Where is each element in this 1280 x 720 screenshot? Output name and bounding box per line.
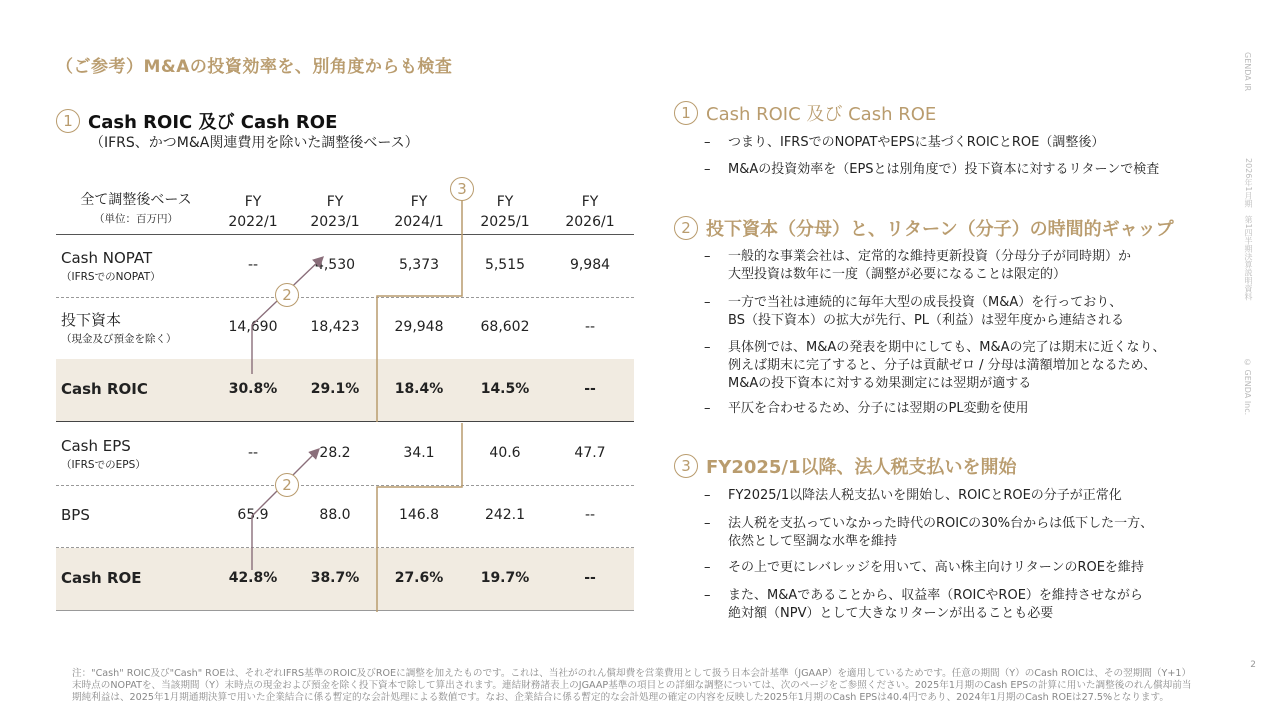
table-cell: 5,373	[398, 257, 440, 273]
table-cell: 68,602	[480, 319, 530, 335]
table-cell: 27.6%	[394, 570, 444, 586]
table-cell: --	[584, 570, 596, 586]
table-row	[56, 423, 634, 486]
number-two-icon: 2	[674, 216, 698, 240]
page-number: 2	[1250, 660, 1256, 670]
row-label	[61, 250, 161, 285]
number-one-icon: 1	[674, 101, 698, 125]
bullet-dash: –	[704, 340, 711, 355]
row-label: BPS	[61, 506, 90, 524]
table-cell: 242.1	[484, 507, 526, 523]
bullet-dash: –	[704, 560, 711, 575]
number-one-icon: 1	[56, 109, 80, 133]
year-header	[555, 192, 625, 232]
fy-year: 2024/1	[394, 214, 444, 230]
row-sublabel: （IFRSでのNOPAT）	[61, 271, 161, 283]
table-cell: 34.1	[403, 445, 435, 461]
footnote: 注："Cash" ROIC及び"Cash" ROEは、それぞれIFRS基準のROIC及びROEに調整を加えたものです。これは、当社がのれん償却費を営業費用として扱う日本会計基準（JGAAP）を適用しているためです。任意の期間（Y）のCash ROICは、その翌期間（Y+1）末時点のNOPATを、当該期間（Y）末時点の現金および預金を除く投下資本で除して算出されます。連結財務諸表上のJGAAP基準の項目との詳細な調整については、次のページをご参照ください。2025年1月期のCash EPSの計算に用いた調整後のれん償却前当期純利益は、2025年1月期通期決算で用いた企業結合に係る暫定的な会計処理による数値です。なお、企業結合に係る暫定的な会計処理の確定の内容を反映した2025年1月期のCash EPSは40.4円であり、2024年1月期のCash ROEは27.5%となります。	[72, 668, 1192, 703]
bullet-dash: –	[704, 401, 711, 416]
table-cell: --	[584, 319, 596, 335]
fy-label: FY	[581, 194, 599, 210]
bullet-dash: –	[704, 249, 711, 264]
bullet-item	[704, 339, 1174, 393]
bullet-text: 具体例では、M&Aの発表を期中にしても、M&Aの完了は期末に近くなり、 例えば期末に完了すると、分子は貢献ゼロ / 分母は満額増加となるため、 M&Aの投下資本に対する効果測定には翌期が適する	[728, 340, 1166, 391]
marker-two-icon: 2	[275, 473, 299, 497]
bullet-text: M&Aの投資効率を（EPSとは別角度で）投下資本に対するリターンで検査	[728, 162, 1160, 177]
table-cell: --	[584, 381, 596, 397]
year-header	[300, 192, 370, 232]
bullet-text: つまり、IFRSでのNOPATやEPSに基づくROICとROE（調整後）	[728, 135, 1105, 150]
marker-two-icon: 2	[275, 283, 299, 307]
table-cell: 4,530	[314, 257, 356, 273]
bullet-text: 平仄を合わせるため、分子には翌期のPL変動を使用	[728, 401, 1029, 416]
table-cell: 5,515	[484, 257, 526, 273]
fy-label: FY	[496, 194, 514, 210]
table-cell: 29.1%	[310, 381, 360, 397]
bullet-dash: –	[704, 588, 711, 603]
table-cell: 30.8%	[228, 381, 278, 397]
row-label-text: 投下資本	[61, 311, 122, 329]
header-label	[56, 192, 216, 227]
bullet-dash: –	[704, 135, 711, 150]
right-section-3	[674, 453, 1017, 479]
right-section-2	[674, 215, 1174, 241]
table-row-roe	[56, 548, 634, 611]
row-label-text: Cash EPS	[61, 437, 131, 455]
table-cell: 42.8%	[228, 570, 278, 586]
bullet-dash: –	[704, 488, 711, 503]
fy-year: 2025/1	[480, 214, 530, 230]
bullet-text: FY2025/1以降法人税支払いを開始し、ROICとROEの分子が正常化	[728, 488, 1122, 503]
fy-year: 2026/1	[565, 214, 615, 230]
bullet-item	[704, 559, 1174, 577]
bullet-item	[704, 161, 1174, 179]
table-row	[56, 485, 634, 548]
table-header	[56, 180, 634, 235]
table-cell: 65.9	[237, 507, 269, 523]
bullet-dash: –	[704, 162, 711, 177]
row-label	[61, 438, 146, 473]
table-row-roic	[56, 359, 634, 422]
section-2-title: 投下資本（分母）と、リターン（分子）の時間的ギャップ	[706, 219, 1174, 240]
table-cell: 47.7	[574, 445, 606, 461]
table-cell: 88.0	[319, 507, 351, 523]
row-sublabel: （IFRSでのEPS）	[61, 459, 146, 471]
bullet-item	[704, 248, 1174, 284]
section-1-title: Cash ROIC 及び Cash ROE	[706, 104, 937, 125]
table-subtitle: （IFRS、かつM&A関連費用を除いた調整後ベース）	[90, 135, 419, 151]
table-cell: 14,690	[228, 319, 278, 335]
bullet-item	[704, 134, 1174, 152]
row-label-text: Cash NOPAT	[61, 249, 153, 267]
bullet-item	[704, 515, 1174, 551]
marker-three-icon: 3	[450, 177, 474, 201]
bullet-text: 一般的な事業会社は、定常的な維持更新投資（分母分子が同時期）か 大型投資は数年に一度（調整が必要になることは限定的）	[728, 249, 1132, 282]
header-unit: （単位：百万円）	[94, 213, 178, 225]
fy-label: FY	[244, 194, 262, 210]
roic-roe-table	[56, 180, 634, 612]
side-brand: GENDA IR	[1243, 52, 1252, 92]
table-cell: 18,423	[310, 319, 360, 335]
table-cell: 9,984	[569, 257, 611, 273]
table-cell: 18.4%	[394, 381, 444, 397]
table-cell: --	[247, 445, 259, 461]
section-3-title: FY2025/1以降、法人税支払いを開始	[706, 457, 1017, 478]
row-label	[61, 312, 177, 347]
bullet-text: 法人税を支払っていなかった時代のROICの30%台からは低下した一方、 依然として堅調な水準を維持	[728, 516, 1154, 549]
bullet-text: その上で更にレバレッジを用いて、高い株主向けリターンのROEを維持	[728, 560, 1144, 575]
table-cell: --	[247, 257, 259, 273]
table-title: Cash ROIC 及び Cash ROE	[88, 112, 338, 133]
table-section-title	[56, 108, 337, 134]
table-cell: --	[584, 507, 596, 523]
bullet-item	[704, 487, 1174, 505]
bullet-item	[704, 400, 1174, 418]
fy-year: 2023/1	[310, 214, 360, 230]
table-row	[56, 235, 634, 298]
table-cell: 14.5%	[480, 381, 530, 397]
row-label: Cash ROE	[61, 569, 142, 587]
fy-year: 2022/1	[228, 214, 278, 230]
table-row	[56, 297, 634, 360]
side-copyright: © GENDA Inc.	[1243, 358, 1252, 416]
bullet-dash: –	[704, 295, 711, 310]
table-cell: 29,948	[394, 319, 444, 335]
table-cell: 40.6	[489, 445, 521, 461]
table-cell: 19.7%	[480, 570, 530, 586]
page-title: （ご参考）M&Aの投資効率を、別角度からも検査	[56, 57, 453, 77]
header-label-text: 全て調整後ベース	[80, 192, 192, 208]
right-section-1	[674, 100, 936, 126]
fy-label: FY	[410, 194, 428, 210]
table-cell: 146.8	[398, 507, 440, 523]
bullet-text: また、M&Aであることから、収益率（ROICやROE）を維持させながら 絶対額（NPV）として大きなリターンが出ることも必要	[728, 588, 1143, 621]
side-document-title: 2026年1月期 第1四半期決算説明資料	[1244, 158, 1253, 301]
bullet-dash: –	[704, 516, 711, 531]
bullet-text: 一方で当社は連続的に毎年大型の成長投資（M&A）を行っており、 BS（投下資本）の拡大が先行、PL（利益）は翌年度から連結される	[728, 295, 1125, 328]
table-cell: 38.7%	[310, 570, 360, 586]
year-header	[218, 192, 288, 232]
year-header	[384, 192, 454, 232]
table-cell: 28.2	[319, 445, 351, 461]
year-header	[470, 192, 540, 232]
number-three-icon: 3	[674, 454, 698, 478]
row-label: Cash ROIC	[61, 380, 148, 398]
row-sublabel: （現金及び預金を除く）	[61, 333, 177, 345]
fy-label: FY	[326, 194, 344, 210]
bullet-item	[704, 587, 1174, 623]
bullet-item	[704, 294, 1174, 330]
